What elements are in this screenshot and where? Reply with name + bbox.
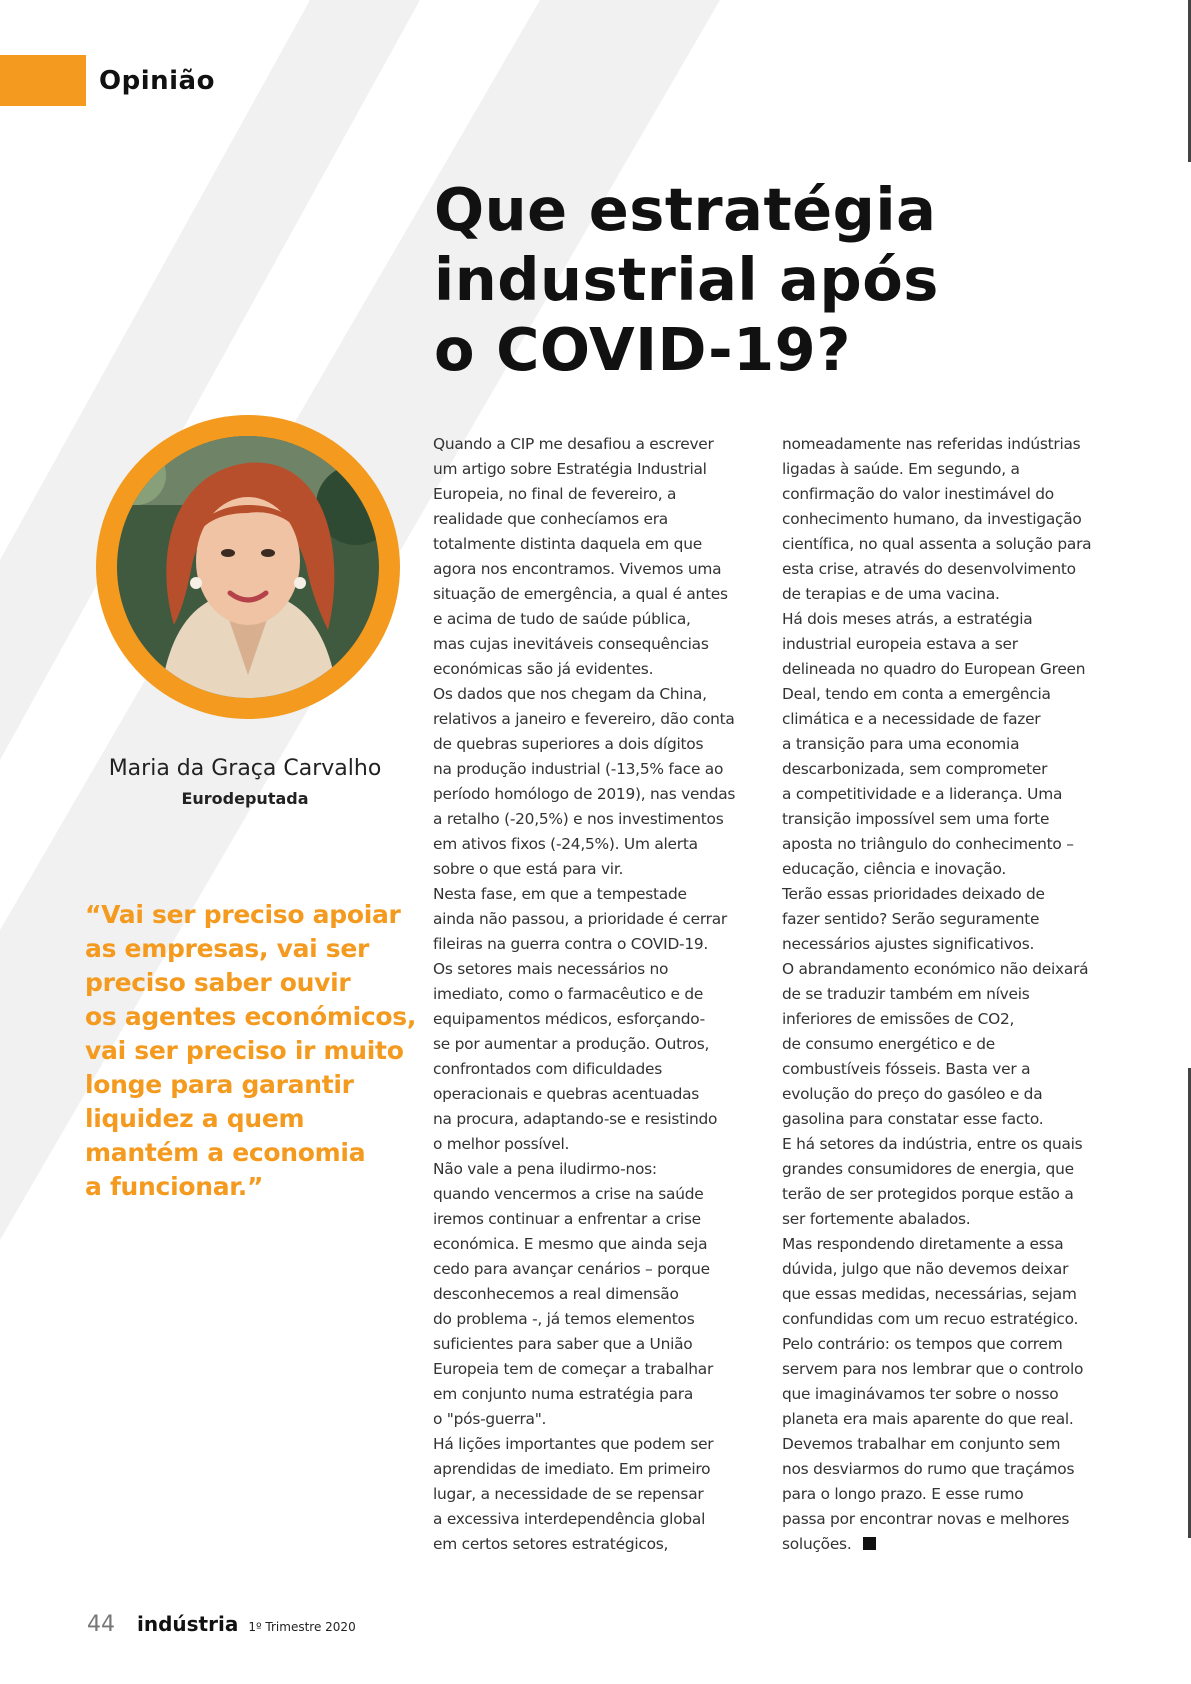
pull-quote-line: preciso saber ouvir [85,968,351,997]
body-line: e acima de tudo de saúde pública, [433,610,691,628]
pull-quote-line: liquidez a quem [85,1104,305,1133]
body-line: suficientes para saber que a União [433,1335,693,1353]
section-tab-marker [0,55,86,106]
body-line: mas cujas inevitáveis consequências [433,635,709,653]
article-headline [434,175,994,385]
body-line: para o longo prazo. E esse rumo [782,1485,1024,1503]
body-line: inferiores de emissões de CO2, [782,1010,1015,1028]
body-line: nomeadamente nas referidas indústrias [782,435,1081,453]
body-line: ser fortemente abalados. [782,1210,971,1228]
body-line: confrontados com dificuldades [433,1060,662,1078]
body-line: científica, no qual assenta a solução para [782,535,1092,553]
headline-line: o COVID-19? [434,315,851,384]
body-line: do problema -, já temos elementos [433,1310,695,1328]
body-line: esta crise, através do desenvolvimento [782,560,1076,578]
body-line: Há dois meses atrás, a estratégia [782,610,1033,628]
body-line: cedo para avançar cenários – porque [433,1260,710,1278]
body-line: desconhecemos a real dimensão [433,1285,679,1303]
body-line: que essas medidas, necessárias, sejam [782,1285,1077,1303]
body-line: climática e a necessidade de fazer [782,710,1041,728]
body-line: Terão essas prioridades deixado de [782,885,1045,903]
body-line: sobre o que está para vir. [433,860,624,878]
body-line: agora nos encontramos. Vivemos uma [433,560,722,578]
body-line: em ativos fixos (-24,5%). Um alerta [433,835,698,853]
body-line: educação, ciência e inovação. [782,860,1007,878]
pull-quote-line: a funcionar.” [85,1172,264,1201]
pull-quote-line: longe para garantir [85,1070,354,1099]
body-line: o "pós-guerra". [433,1410,547,1428]
body-line: Europeia, no final de fevereiro, a [433,485,677,503]
headline-line: Que estratégia [434,175,937,244]
pull-quote-line: “Vai ser preciso apoiar [85,900,401,929]
body-line: E há setores da indústria, entre os quais [782,1135,1083,1153]
body-line: fileiras na guerra contra o COVID-19. [433,935,709,953]
body-line: económicas são já evidentes. [433,660,654,678]
body-line: evolução do preço do gasóleo e da [782,1085,1043,1103]
body-line: terão de ser protegidos porque estão a [782,1185,1074,1203]
page-footer [87,1612,356,1637]
body-line: Quando a CIP me desafiou a escrever [433,435,714,453]
body-line: lugar, a necessidade de se repensar [433,1485,704,1503]
body-line: descarbonizada, sem comprometer [782,760,1048,778]
author-portrait [96,415,400,719]
body-line: confundidas com um recuo estratégico. [782,1310,1079,1328]
pull-quote [85,898,415,1204]
body-line: em conjunto numa estratégia para [433,1385,694,1403]
body-line: que imaginávamos ter sobre o nosso [782,1385,1059,1403]
body-column-2 [782,432,1142,1557]
headline-line: industrial após [434,245,939,314]
pull-quote-line: mantém a economia [85,1138,366,1167]
body-line: aposta no triângulo do conhecimento – [782,835,1074,853]
author-name: Maria da Graça Carvalho [108,756,382,781]
body-line: Não vale a pena iludirmo-nos: [433,1160,657,1178]
issue-label: 1º Trimestre 2020 [248,1620,356,1634]
body-line: operacionais e quebras acentuadas [433,1085,700,1103]
body-line: Os dados que nos chegam da China, [433,685,707,703]
body-line: grandes consumidores de energia, que [782,1160,1074,1178]
body-line: fazer sentido? Serão seguramente [782,910,1040,928]
body-line: de quebras superiores a dois dígitos [433,735,704,753]
body-line: realidade que conhecíamos era [433,510,668,528]
body-line: imediato, como o farmacêutico e de [433,985,704,1003]
pull-quote-line: vai ser preciso ir muito [85,1036,404,1065]
body-line: a transição para uma economia [782,735,1020,753]
body-line: dúvida, julgo que não devemos deixar [782,1260,1069,1278]
body-line-last [782,1532,1142,1557]
body-line: Há lições importantes que podem ser [433,1435,714,1453]
body-line: nos desviarmos do rumo que traçámos [782,1460,1075,1478]
pull-quote-line: os agentes económicos, [85,1002,417,1031]
body-line: servem para nos lembrar que o controlo [782,1360,1084,1378]
body-line: conhecimento humano, da investigação [782,510,1082,528]
body-line: a retalho (-20,5%) e nos investimentos [433,810,724,828]
body-line: quando vencermos a crise na saúde [433,1185,704,1203]
body-line: na procura, adaptando-se e resistindo [433,1110,718,1128]
body-line: necessários ajustes significativos. [782,935,1035,953]
body-line: combustíveis fósseis. Basta ver a [782,1060,1031,1078]
body-line: a competitividade e a liderança. Uma [782,785,1063,803]
body-line: económica. E mesmo que ainda seja [433,1235,708,1253]
body-column-1 [433,432,793,1557]
body-line: de terapias e de uma vacina. [782,585,1000,603]
magazine-name: indústria [137,1612,239,1636]
body-line: o melhor possível. [433,1135,570,1153]
body-line: Os setores mais necessários no [433,960,669,978]
body-line: de se traduzir também em níveis [782,985,1030,1003]
author-portrait-illustration [96,415,400,719]
body-line: ligadas à saúde. Em segundo, a [782,460,1020,478]
body-line: equipamentos médicos, esforçando- [433,1010,705,1028]
body-line: Mas respondendo diretamente a essa [782,1235,1064,1253]
body-line: industrial europeia estava a ser [782,635,1018,653]
section-label: Opinião [99,66,215,96]
body-line: na produção industrial (-13,5% face ao [433,760,724,778]
body-line: Europeia tem de começar a trabalhar [433,1360,714,1378]
body-line: Pelo contrário: os tempos que correm [782,1335,1063,1353]
author-role: Eurodeputada [181,789,309,808]
page-number: 44 [87,1612,115,1637]
body-line: gasolina para constatar esse facto. [782,1110,1044,1128]
body-last-text: soluções. [782,1535,852,1553]
body-line: iremos continuar a enfrentar a crise [433,1210,701,1228]
body-line: planeta era mais aparente do que real. [782,1410,1074,1428]
body-line: transição impossível sem uma forte [782,810,1050,828]
body-line: Devemos trabalhar em conjunto sem [782,1435,1061,1453]
body-line: delineada no quadro do European Green [782,660,1086,678]
body-line: em certos setores estratégicos, [433,1535,669,1553]
end-of-article-square-icon [863,1537,876,1550]
body-line: período homólogo de 2019), nas vendas [433,785,736,803]
body-line: aprendidas de imediato. Em primeiro [433,1460,711,1478]
body-line: Nesta fase, em que a tempestade [433,885,687,903]
body-line: de consumo energético e de [782,1035,996,1053]
body-line: O abrandamento económico não deixará [782,960,1089,978]
body-line: se por aumentar a produção. Outros, [433,1035,710,1053]
body-line: a excessiva interdependência global [433,1510,706,1528]
body-line: situação de emergência, a qual é antes [433,585,728,603]
body-line: ainda não passou, a prioridade é cerrar [433,910,727,928]
body-line: relativos a janeiro e fevereiro, dão conta [433,710,735,728]
body-line: um artigo sobre Estratégia Industrial [433,460,707,478]
pull-quote-line: as empresas, vai ser [85,934,370,963]
body-line: totalmente distinta daquela em que [433,535,702,553]
body-line: confirmação do valor inestimável do [782,485,1054,503]
body-line: passa por encontrar novas e melhores [782,1510,1070,1528]
body-line: Deal, tendo em conta a emergência [782,685,1051,703]
